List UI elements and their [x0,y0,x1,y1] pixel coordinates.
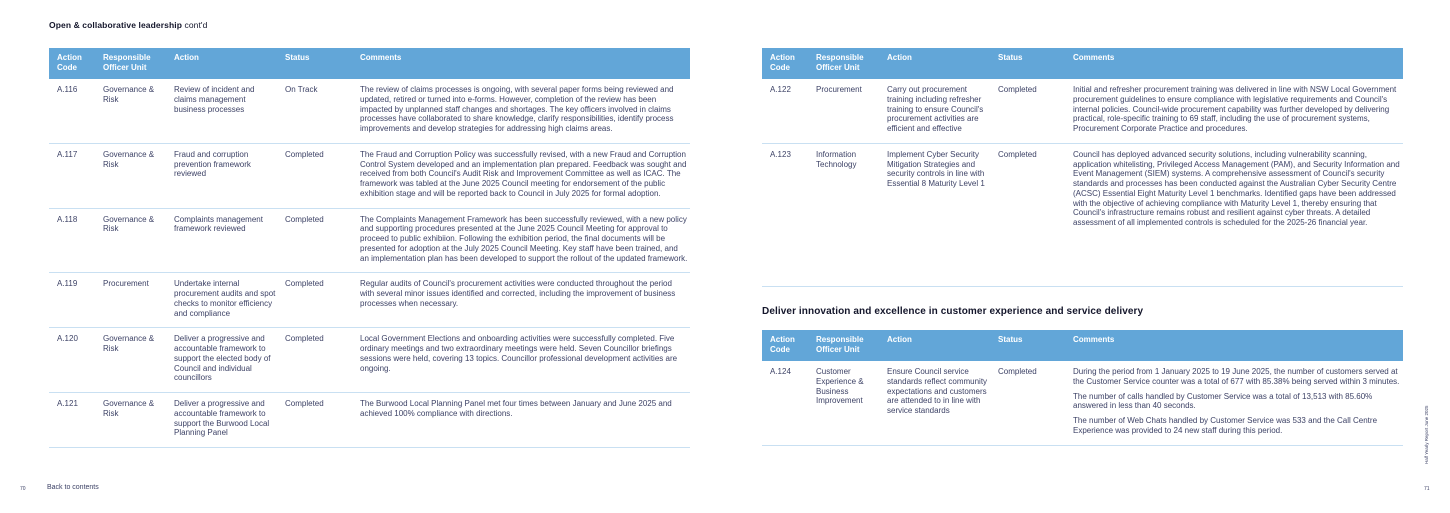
table-row [49,144,690,209]
action-code: A.118 [57,214,78,224]
col-header-comments: Comments [1073,53,1115,62]
comments-paragraph: Local Government Elections and onboarding activities were successfully completed. Five ordinary meetings and two extraordinary meetings were held. Seven Councillor briefings sessions were held, covering 13 topics. Councillor professional development activities are ongoing. [360,334,678,373]
comments-text [360,334,690,383]
table-row [762,144,1403,287]
col-header-responsible-officer-unit: Responsible Officer Unit [816,53,864,72]
comments-text [360,85,690,134]
comments-paragraph: The number of Web Chats handled by Customer Service was 533 and the Call Centre Experience was provided to 24 new staff during this period. [1073,416,1378,435]
responsible-officer-unit: Information Technology [816,149,857,169]
status-value: Completed [998,149,1037,159]
table-row [49,209,690,274]
col-header-comments: Comments [360,53,402,62]
comments-paragraph: The Fraud and Corruption Policy was successfully revised, with a new Fraud and Corruption Control System developed and an implementation plan prepared. Feedback was sought and received from both Council's Audit Risk and Improvement Committee as well as ICAC. The framework was tabled at the June 2025 Council meeting for endorsement of the public exhibition stage and will be reported back to Council in July 2025 for formal adoption. [360,149,687,198]
page-heading [49,20,208,30]
status-value: Completed [998,367,1037,376]
col-header-status: Status [998,53,1023,62]
table-row [49,79,690,144]
col-header-action-code: Action Code [57,53,82,72]
right-top-actions-table [762,48,1403,287]
col-header-action: Action [887,335,912,344]
page-heading-title: Open & collaborative leadership [49,20,182,30]
left-actions-table [49,48,690,448]
action-code: A.124 [770,367,791,376]
action-code: A.120 [57,334,78,344]
comments-paragraph: Council has deployed advanced security solutions, including vulnerability scanning, application whitelisting, Privileged Access Management (PAM), and Security Information and Event Management (SIEM) systems. A comprehensive assessment of Council's security standards and processes has been conducted against the Australian Cyber Security Centre (ACSC) Essential Eight Maturity Level 1 benchmarks. Identified gaps have been addressed with the objective of achieving compliance with Maturity Level 1, thereby ensuring that Council's infrastructure remains robust and resilient against cyber threats. A detailed assessment of all implemented controls is scheduled for the 2025-26 financial year. [1073,149,1400,227]
status-value: Completed [285,149,324,159]
table-row [49,328,690,393]
col-header-responsible-officer-unit: Responsible Officer Unit [103,53,151,72]
comments-text [360,279,690,318]
responsible-officer-unit: Governance & Risk [103,399,155,418]
page-heading-suffix: cont'd [184,20,208,30]
action-text: Complaints management framework reviewed [174,214,263,234]
comments-paragraph: The review of claims processes is ongoing, with several paper forms being reviewed and updated, retired or turned into e-forms. However, completion of the review has been impacted by unplanned staff changes and shortages. The key officers involved in claims processes have collaborated to share knowledge, clarify responsibilities, identify process improvements and develop strategies for addressing high claims areas. [360,85,674,133]
report-side-label: Half Yearly Report June 2025 [1424,405,1429,464]
action-text: Carry out procurement training including refresher training to ensure Council's procurement activities are efficient and effective [887,85,984,133]
action-code: A.119 [57,279,78,289]
comments-paragraph: The Complaints Management Framework has been successfully reviewed, with a new policy and supporting procedures presented at the June 2025 Council Meeting for approval to proceed to public exhibiion. Following the exhibition period, the final documents will be presented for adoption at the July 2025 Council Meeting. Key staff have been trained, and an implementation plan has been developed to support the rollout of the updated framework. [360,214,688,263]
comments-paragraph: During the period from 1 January 2025 to 19 June 2025, the number of customers served at the Customer Service counter was a total of 677 with 85.38% being served within 3 minutes. [1073,367,1400,386]
table-row [49,393,690,448]
table-row [49,273,690,328]
comments-paragraph: Initial and refresher procurement training was delivered in line with NSW Local Government procurement guidelines to ensure compliance with legislative requirements and Council's internal policies. Council-wide procurement capability was further developed by delivering practical, role-specific training to 69 staff, including the use of procurement systems, Procurement Corporate Practice and procedures. [1073,85,1397,133]
status-value: Completed [998,85,1037,94]
comments-paragraph: Regular audits of Council's procurement activities were conducted throughout the period with several minor issues identified and corrected, including the improvement of business processes when necessary. [360,279,676,308]
comments-text [1073,367,1403,436]
back-to-contents-link[interactable]: Back to contents [47,484,99,491]
comments-paragraph: The Burwood Local Planning Panel met four times between January and June 2025 and achieved 100% compliance with directions. [360,399,672,418]
action-text: Deliver a progressive and accountable framework to support the Burwood Local Planning Panel [174,399,270,438]
comments-text [1073,150,1403,277]
action-code: A.122 [770,85,791,94]
col-header-status: Status [285,53,310,62]
col-header-action: Action [174,53,199,62]
col-header-status: Status [998,335,1023,344]
table-row [762,79,1403,144]
right-page-number: 71 [1424,486,1430,492]
responsible-officer-unit: Governance & Risk [103,214,155,234]
status-value: Completed [285,214,324,224]
col-header-comments: Comments [1073,335,1115,344]
action-text: Fraud and corruption prevention framework reviewed [174,149,251,179]
action-code: A.123 [770,149,791,159]
status-value: Completed [285,279,324,289]
action-code: A.117 [57,149,78,159]
comments-text [360,150,690,199]
comments-text [1073,85,1403,134]
col-header-responsible-officer-unit: Responsible Officer Unit [816,335,864,354]
comments-paragraph: The number of calls handled by Customer Service was a total of 13,513 with 85.60% answered in less than 40 seconds. [1073,391,1373,411]
action-text: Deliver a progressive and accountable framework to support the elected body of Council and individual councillors [174,334,271,383]
comments-text [360,215,690,264]
table-header-row [49,48,690,79]
responsible-officer-unit: Customer Experience & Business Improvement [816,367,864,406]
responsible-officer-unit: Governance & Risk [103,334,155,353]
action-text: Ensure Council service standards reflect community expectations and customers are attended to in line with service standards [887,367,988,415]
col-header-action-code: Action Code [770,53,795,72]
responsible-officer-unit: Governance & Risk [103,149,155,169]
responsible-officer-unit: Procurement [816,85,862,94]
right-bottom-actions-table [762,330,1403,446]
col-header-action: Action [887,53,912,62]
status-value: Completed [285,399,324,408]
table-row [762,361,1403,446]
col-header-action-code: Action Code [770,335,795,354]
comments-text [360,399,690,438]
status-value: Completed [285,334,324,344]
section-heading: Deliver innovation and excellence in customer experience and service delivery [762,306,1144,317]
responsible-officer-unit: Procurement [103,279,149,289]
action-code: A.121 [57,399,78,408]
action-text: Undertake internal procurement audits and spot checks to monitor efficiency and compliance [174,279,276,318]
action-text: Review of incident and claims management business processes [174,85,255,114]
table-header-row [762,48,1403,79]
action-code: A.116 [57,85,78,94]
left-page-number: 70 [20,486,26,492]
status-value: On Track [285,85,318,94]
table-header-row [762,330,1403,361]
responsible-officer-unit: Governance & Risk [103,85,155,104]
action-text: Implement Cyber Security Mitigation Strategies and security controls in line with Essential 8 Maturity Level 1 [887,149,985,188]
